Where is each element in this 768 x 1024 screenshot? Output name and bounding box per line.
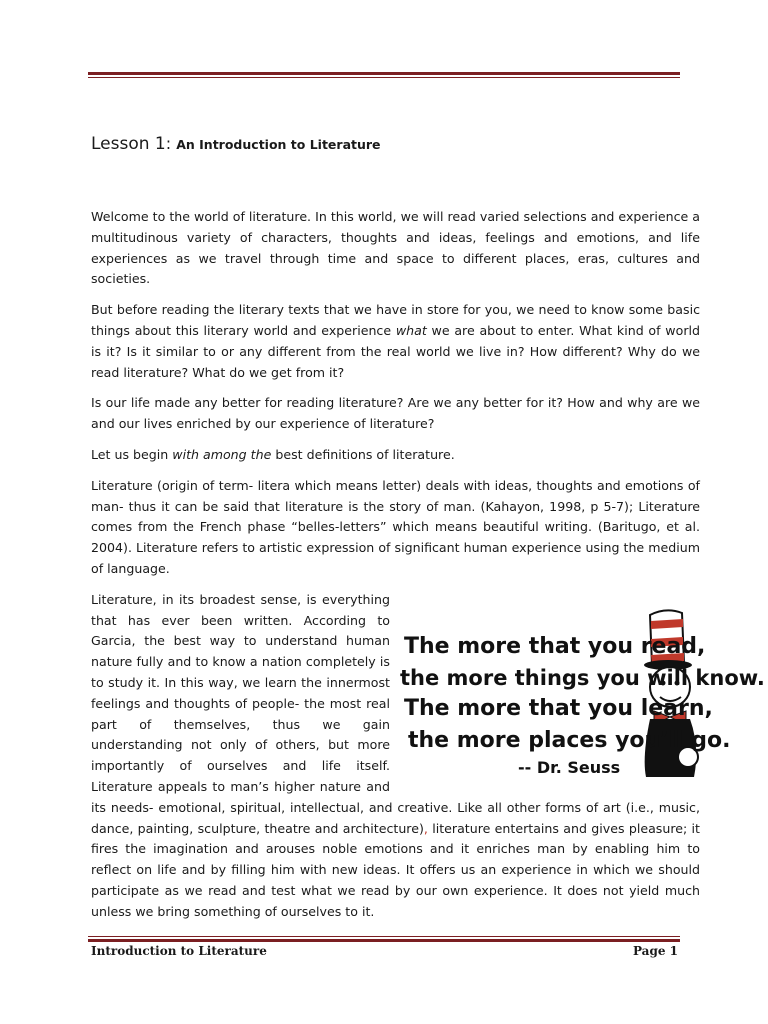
quote-line-3: The more that you learn,: [404, 695, 713, 721]
paragraph-before-reading: But before reading the literary texts that we have in store for you, we need to know some basic things about this literary world and experience what we are about to enter. What kind of world is it? Is it similar to or any different from the real world we live in? How different? Why do we read literature? What do we get from it?: [91, 302, 700, 380]
wrapped-paragraph-block: [91, 590, 765, 923]
footer-rule: [88, 936, 680, 942]
emphasis-what: what: [395, 322, 427, 338]
emphasis-with-among: with among the: [172, 446, 272, 462]
lesson-heading: [91, 134, 381, 154]
lesson-title: An Introduction to Literature: [176, 137, 381, 152]
header-rule: [88, 72, 680, 78]
dr-seuss-quote-image: [398, 607, 765, 785]
lesson-number: Lesson 1: [91, 134, 166, 154]
lesson-body: [91, 207, 765, 933]
paragraph-broadest-sense: Literature, in its broadest sense, is everything that has ever been written. According to Garcia, the best way to understand human nature fully and to know a nation completely is to study it. In this way, we learn the innermost feelings and thoughts of people- the most real part of themselves, thus we gain understanding not only of others, but more importantly of ourselves and life itself. Literature appeals to man’s higher nature and its needs- emotional, spiritual, intellectual, and creative. Like all other forms of art (i.e., music, dance, painting, sculpture, theatre and architecture), literature entertains and gives pleasure; it fires the imagination and arouses noble emotions and it enriches man by enabling him to reflect on life and by filling him with new ideas. It offers us an experience in which we should participate as we read and test what we read by our own experience. It does not yield much unless we bring something of ourselves to it.: [91, 591, 700, 919]
paragraph-welcome: Welcome to the world of literature. In this world, we will read varied selections and experience a multitudinous variety of characters, thoughts and ideas, feelings and emotions, and life experiences as we travel through time and space to different places, eras, cultures and societies.: [91, 209, 700, 287]
paragraph-literature-origin: Literature (origin of term- litera which means letter) deals with ideas, thoughts and emotions of man- thus it can be said that literature is the story of man. (Kahayon, 1998, p 5-7); Literature comes from the French phase “belles-letters” which means beautiful writing. (Baritugo, et al. 2004). Literature refers to artistic expression of significant human experience using the medium of language.: [91, 477, 700, 576]
quote-attribution: -- Dr. Seuss: [518, 757, 621, 777]
quote-line-2: the more things you will know.: [400, 665, 765, 690]
paragraph-definitions-intro: Let us begin with among the best definitions of literature.: [91, 446, 455, 462]
page-number: Page 1: [632, 944, 678, 958]
lesson-colon: :: [165, 134, 172, 153]
quote-line-4: the more places you’ll go.: [408, 727, 731, 753]
highlighted-comma: ,: [423, 820, 428, 836]
quote-line-1: The more that you read,: [404, 633, 706, 659]
paragraph-questions: Is our life made any better for reading literature? Are we any better for it? How and why are we and our lives enriched by our experience of literature?: [91, 395, 700, 432]
footer-title: Introduction to Literature: [91, 944, 267, 958]
